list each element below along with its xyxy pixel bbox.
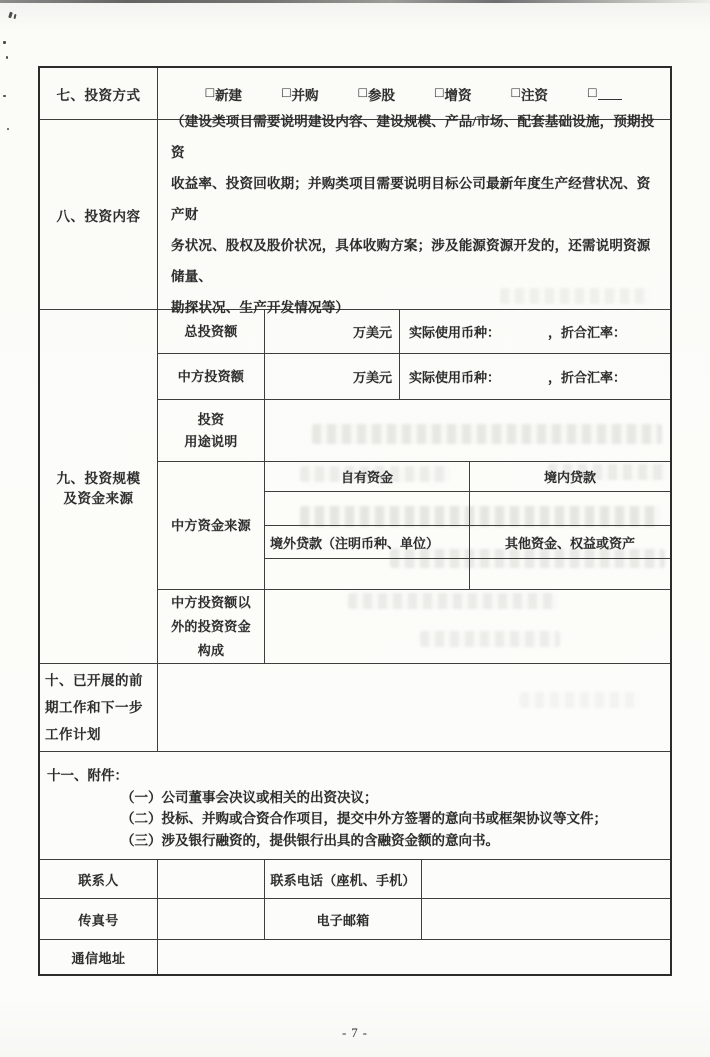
other-composition-label: 中方投资额以 外的投资资金 构成 [158,590,265,663]
work-plan-blank-cell [158,664,670,751]
usage-blank-cell [265,400,670,461]
investment-content-note [158,114,670,315]
row-work-plan [40,664,670,752]
row-contact-person [40,860,670,899]
option-label: 并购 [291,87,319,103]
scan-speck [6,56,8,59]
chinese-investment-row [158,354,670,400]
option-label: 增资 [444,87,472,103]
checkbox-icon: □ [511,85,520,101]
page-number: - 7 - [342,1026,368,1040]
checkbox-icon: □ [587,85,597,101]
email-blank-cell [422,899,670,939]
overseas-loan-header: 境外贷款（注明币种、单位） [265,526,470,558]
row-investment-content [40,114,670,315]
option-equity [359,84,395,104]
section-7-label: 七、投资方式 [40,68,158,119]
blank-underline [598,87,622,100]
own-funds-header: 自有资金 [265,462,470,491]
attachment-item: （二）投标、并购或合资合作项目，提交中外方签署的意向书或框架协议等文件； [121,811,607,826]
note-line: 勘探状况、生产开发情况等） [171,300,350,315]
contact-phone-blank-cell [422,860,670,898]
checkbox-icon: □ [358,85,367,101]
total-investment-label: 总投资额 [158,310,265,353]
section-11-title: 十一、附件： [47,768,128,783]
section-9-label: 九、投资规模 及资金来源 [40,310,158,663]
email-label: 电子邮箱 [265,899,422,939]
checkbox-icon: □ [205,85,215,101]
funding-source-subtable [265,462,670,589]
chinese-investment-label: 中方投资额 [158,354,265,399]
own-funds-blank-cell [265,492,470,525]
investment-form-table [38,66,672,976]
option-merger [282,84,318,104]
scan-speck [3,41,6,44]
other-composition-row [158,590,670,663]
note-line: 务状况、股权及股价状况，具体收购方案；涉及能源资源开发的，还需说明资源储量、 [171,238,651,284]
row-investment-scale [40,310,670,664]
address-blank-cell [158,940,670,974]
chinese-investment-unit: 万美元 [265,354,400,399]
funding-source-label: 中方资金来源 [158,462,265,589]
total-investment-row [158,310,670,354]
option-label: 注资 [520,87,548,103]
scan-speck [8,12,13,19]
attachment-item: （三）涉及银行融资的，提供银行出具的含融资金额的意向书。 [121,832,499,848]
scanner-edge-artifact [0,0,710,3]
option-label: 参股 [368,87,395,103]
contact-person-label: 联系人 [40,860,158,898]
option-other-blank [588,86,622,102]
funding-source-row [158,462,670,590]
other-composition-blank-cell [265,590,670,663]
domestic-loan-header: 境内贷款 [543,470,596,485]
address-label: 通信地址 [40,940,158,974]
usage-label: 投资 用途说明 [158,400,265,461]
chinese-investment-currency: 实际使用币种： ，折合汇率： [409,370,627,385]
attachment-item: （一）公司董事会决议或相关的出资决议； [121,789,378,805]
attachments-block [40,752,670,859]
scan-speck [13,14,16,19]
option-new-build [206,84,242,104]
usage-row [158,400,670,462]
option-capital-injection [511,84,547,104]
contact-phone-label: 联系电话（座机、手机） [265,860,422,898]
checkbox-icon: □ [435,85,444,101]
row-address [40,940,670,974]
total-investment-unit: 万美元 [265,310,400,353]
row-fax-email [40,899,670,940]
contact-person-blank-cell [158,860,265,898]
fax-blank-cell [158,899,265,939]
section-8-label: 八、投资内容 [40,120,158,309]
option-capital-increase [435,84,471,104]
other-funds-header: 其他资金、权益或资产 [504,535,635,551]
domestic-loan-blank-cell [470,492,670,525]
section-10-label: 十、已开展的前 期工作和下一步 工作计划 [40,664,158,751]
scan-speck [7,128,9,130]
row-attachments [40,752,670,860]
scan-speck [3,95,6,97]
note-line: （建设类项目需要说明建设内容、建设规模、产品/市场、配套基础设施，预期投资 [171,114,655,160]
total-investment-currency: 实际使用币种： ，折合汇率： [409,325,627,340]
other-funds-blank-cell [470,559,670,589]
overseas-loan-blank-cell [265,559,470,589]
checkbox-icon: □ [282,85,291,101]
fax-label: 传真号 [40,899,158,939]
option-label: 新建 [215,87,243,103]
note-line: 收益率、投资回收期；并购类项目需要说明目标公司最新年度生产经营状况、资产财 [171,176,651,222]
